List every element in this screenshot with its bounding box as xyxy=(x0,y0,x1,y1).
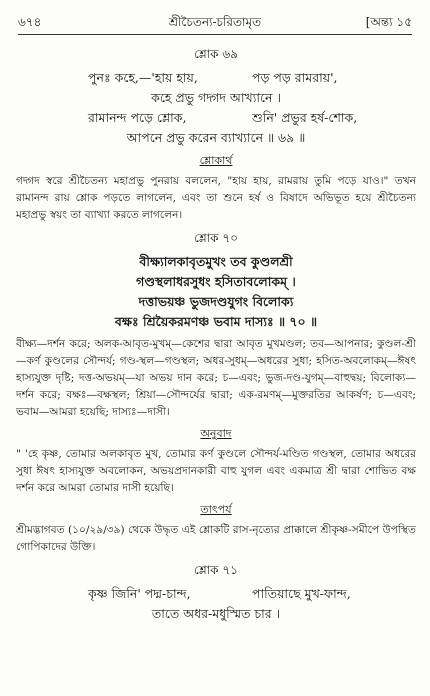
verse-70 xyxy=(16,252,416,332)
verse-70-line: বীক্ষ্যালকাবৃতমুখং তব কুণ্ডলশ্রী xyxy=(139,254,293,269)
verse-69-line: পুনঃ কহে,—'হায় হায়, xyxy=(88,70,198,85)
header-rule xyxy=(18,34,412,35)
purport-heading: তাৎপর্য xyxy=(200,503,232,516)
verse-71-line: তাতে অধর-মধুস্মিত চার । xyxy=(151,606,281,621)
verse-70-purport: শ্রীমদ্ভাগবত (১০/২৯/৩৯) থেকে উদ্ধৃত এই শ্লোকটি রাস-নৃত্যের প্রাক্কালে শ্রীকৃষ্ণ-সমীপে উপস্থিত গোপিকাদের উক্তি। xyxy=(16,524,416,553)
verse-69-line: রামানন্দ পড়ে শ্লোক, xyxy=(88,110,187,125)
running-title: শ্রীচৈতন্য-চরিতামৃত xyxy=(168,15,262,29)
verse-70-line: বক্ষঃ শ্রিয়ৈকরমণঞ্চ ভবাম দাস্যঃ ॥ ৭০ ॥ xyxy=(114,314,318,329)
verse-70-label: শ্লোক ৭০ xyxy=(194,231,238,245)
section-marker: [অন্ত্য ১৫ xyxy=(365,15,412,29)
verse-70-translation: " 'হে কৃষ্ণ, তোমার অলকাবৃত মুখ, তোমার কর্ণ কুণ্ডলে সৌন্দর্য-মণ্ডিত গণ্ডস্থল, তোমার অধরের সুধা ঈষৎ হাস্যযুক্ত অবলোকন, অভয়প্রদানকারী বাহু যুগল এবং একমাত্র শ্রী দ্বারা শোভিত বক্ষ দর্শন করে আমরা তোমার দাসী হয়েছি। xyxy=(16,448,416,494)
verse-71-line: পাতিয়াছে মুখ-ফান্দ, xyxy=(252,586,351,601)
verse-69-line: কহে প্রভু গদ্গদ আখ্যানে । xyxy=(151,90,281,105)
word-meanings: বীক্ষ্য—দর্শন করে; অলক-আবৃত-মুখম্—কেশের দ্বারা আবৃত মুখমণ্ডল; তব—আপনার; কুণ্ডল-শ্রী—কর্ণ কুণ্ডলের সৌন্দর্য; গণ্ড-স্থল—গণ্ডস্থল; অধর-সুধম্—অধরের সুধা; হসিত-অবলোকম্—ঈষৎ হাস্যযুক্ত দৃষ্টি; দত্ত-অভয়ম্—যা অভয় দান করে; চ—এবং; ভুজ-দণ্ড-যুগম্—বাহুদ্বয়; বিলোক্য—দর্শন করে; বক্ষঃ—বক্ষস্থল; শ্রিয়া—সৌন্দর্যের দ্বারা; এক-রমণম্—মুক্তরতির আকর্ষণ; চ—এবং; ভবাম—আমরা হয়েছি; দাস্যঃ—দাসী। xyxy=(16,338,416,418)
page-number: ৬৭৪ xyxy=(18,15,42,29)
page-body xyxy=(16,40,416,624)
verse-69-label: শ্লোক ৬৯ xyxy=(194,47,238,61)
verse-70-line: গণ্ডস্থলাধরসুধং হসিতাবলোকম্ । xyxy=(136,274,296,289)
verse-69-translation: গদ্গদ স্বরে শ্রীচৈতন্য মহাপ্রভু পুনরায় বললেন, "হায় হায়, রামরায় তুমি পড়ে যাও।" তখন রামানন্দ রায় শ্লোক পড়তে লাগলেন, এবং তা শুনে হর্ষ ও বিষাদে অভিভূত হয়ে শ্রীচৈতন্য মহাপ্রভু স্বয়ং তা ব্যাখ্যা করতে লাগলেন। xyxy=(16,175,416,221)
verse-71-label: শ্লোক ৭১ xyxy=(194,563,238,577)
verse-71-line: কৃষ্ণ জিনি' পদ্ম-চান্দ, xyxy=(88,586,191,601)
page-header xyxy=(18,14,412,34)
verse-69-line: পড় পড় রামরায়', xyxy=(252,70,338,85)
anubad-heading: অনুবাদ xyxy=(200,427,232,440)
verse-69-line: আপনে প্রভু করেন ব্যাখ্যানে ॥ ৬৯ ॥ xyxy=(126,130,306,145)
translation-heading: শ্লোকার্থ xyxy=(199,154,233,167)
verse-69-line: শুনি' প্রভুর হর্ষ-শোক, xyxy=(252,110,358,125)
verse-69 xyxy=(16,68,416,148)
verse-70-line: দত্তাভয়ঞ্চ ভুজদণ্ডযুগং বিলোক্য xyxy=(138,294,294,309)
verse-71 xyxy=(16,584,416,624)
